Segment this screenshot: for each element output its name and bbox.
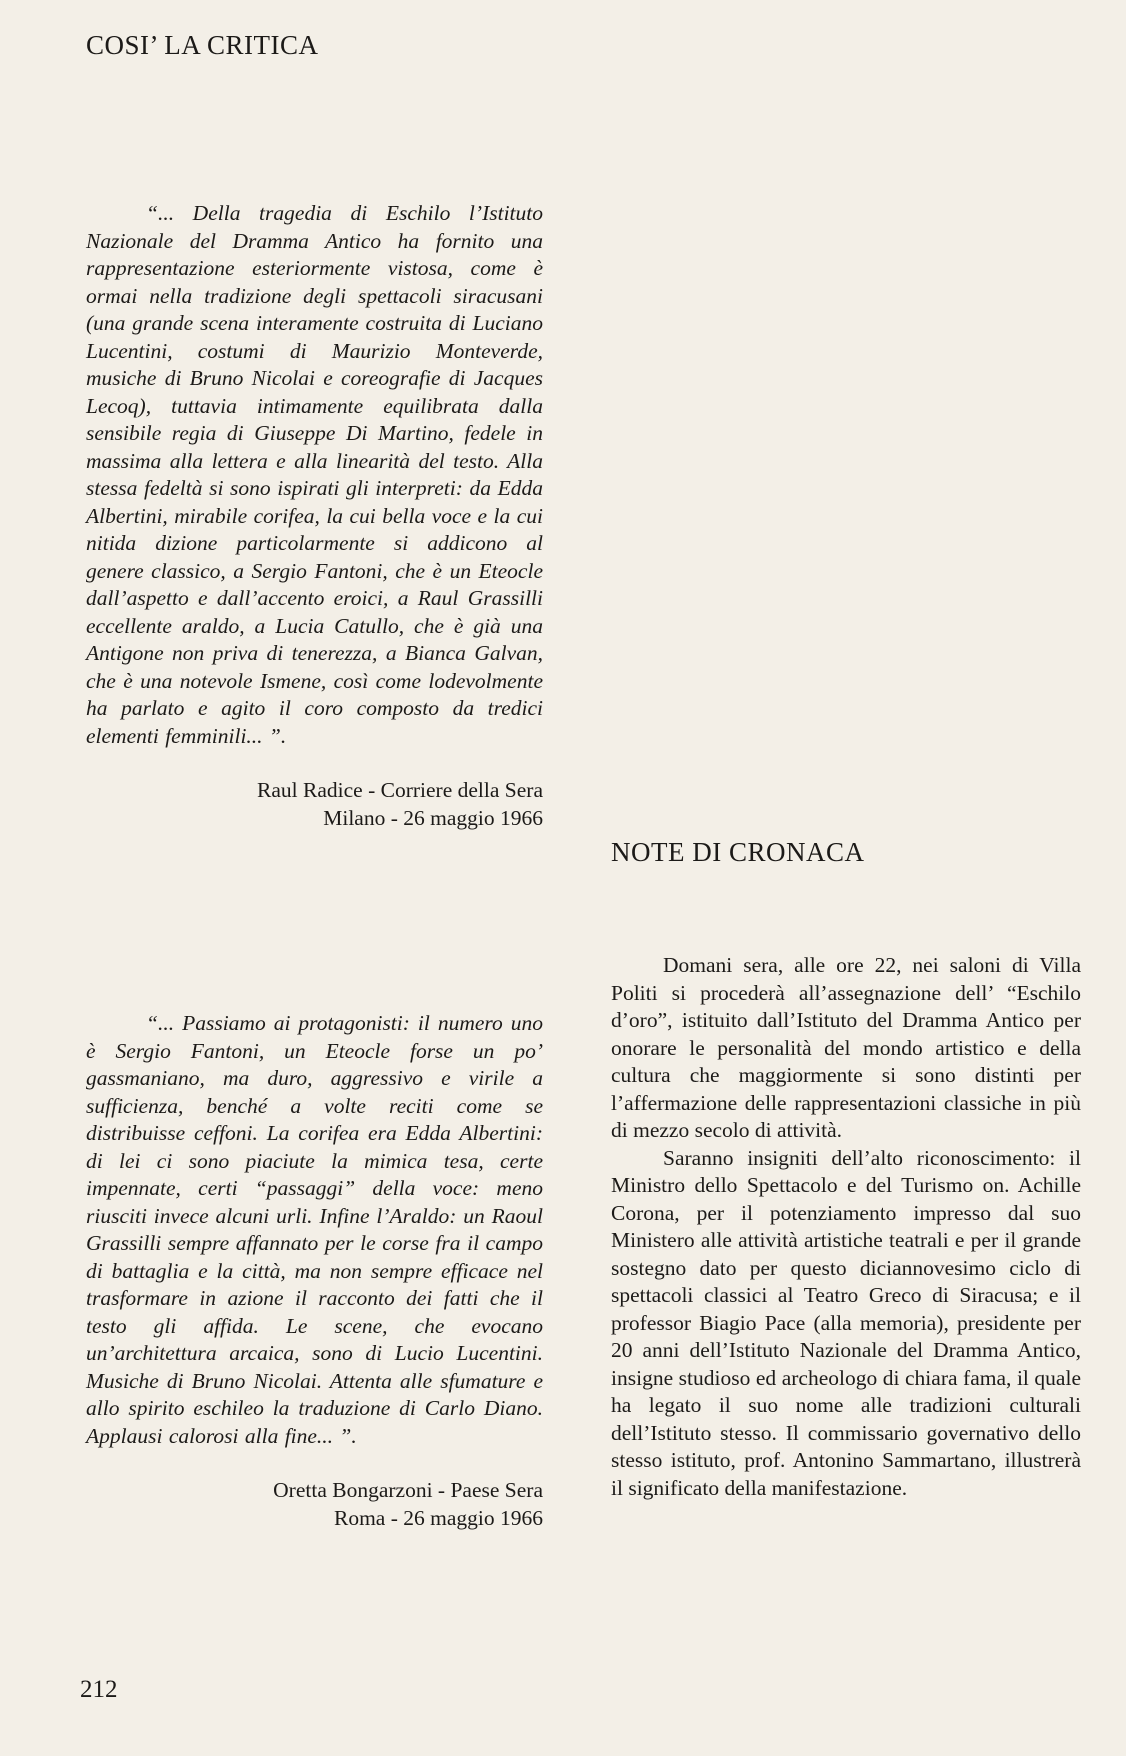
quote-block-1: [86, 200, 543, 832]
page-number: 212: [80, 1676, 118, 1703]
citation-author: Raul Radice - Corriere della Sera: [257, 778, 543, 802]
chronicle-text: [611, 952, 1081, 1502]
quote-text: “... Della tragedia di Eschilo l’Istituto Nazionale del Dramma Antico ha fornito una rappresentazione esteriormente vistosa, come è ormai nella tradizione degli spettacoli siracusani (una grande scena interamente costruita di Luciano Lucentini, costumi di Maurizio Monteverde, musiche di Bruno Nicolai e coreografie di Jacques Lecoq), tuttavia intimamente equilibrata dalla sensibile regia di Giuseppe Di Martino, fedele in massima alla lettera e alla linearità del testo. Alla stessa fedeltà si sono ispirati gli interpreti: da Edda Albertini, mirabile corifea, la cui bella voce e la cui nitida dizione particolarmente si addicono al genere classico, a Sergio Fantoni, che è un Eteocle dall’aspetto e dall’accento eroici, a Raul Grassilli eccellente araldo, a Lucia Catullo, che è già una Antigone non priva di tenerezza, a Bianca Galvan, che è una notevole Ismene, così come lodevolmente ha parlato e agito il coro composto da tredici elementi femminili... ”.: [86, 201, 543, 748]
section-title-cronaca: NOTE DI CRONACA: [611, 837, 865, 867]
citation-author: Oretta Bongarzoni - Paese Sera: [273, 1478, 543, 1502]
citation-place-date: Milano - 26 maggio 1966: [323, 806, 543, 830]
chronicle-paragraph: Saranno insigniti dell’alto riconoscimento: il Ministro dello Spettacolo e del Turismo on. Achille Corona, per il potenziamento impresso dal suo Ministero alle attività artistiche teatrali e per il grande sostegno dato per questo diciannovesimo ciclo di spettacoli classici al Teatro Greco di Siracusa; e il professor Biagio Pace (alla memoria), presidente per 20 anni dell’Istituto Nazionale del Dramma Antico, insigne studioso ed archeologo di chiara fama, il quale ha legato il suo nome alle tradizioni culturali dell’Istituto stesso. Il commissario governativo dello stesso istituto, prof. Antonino Sammartano, illustrerà il significato della manifestazione.: [611, 1145, 1081, 1500]
quote-citation: [86, 776, 543, 832]
section-title-critica: COSI’ LA CRITICA: [86, 30, 319, 60]
quote-text: “... Passiamo ai protagonisti: il numero uno è Sergio Fantoni, un Eteocle forse un po’ gassmaniano, ma duro, aggressivo e virile a sufficienza, benché a volte reciti come se distribuisse ceffoni. La corifea era Edda Albertini: di lei ci sono piaciute la mimica tesa, certe impennate, certi “passaggi” della voce: meno riusciti invece alcuni urli. Infine l’Araldo: un Raoul Grassilli sempre affannato per le corse fra il campo di battaglia e la città, ma non sempre efficace nel trasformare in azione il racconto dei fatti che il testo gli affida. Le scene, che evocano un’architettura arcaica, sono di Lucio Lucentini. Musiche di Bruno Nicolai. Attenta alle sfumature e allo spirito eschileo la traduzione di Carlo Diano. Applausi calorosi alla fine... ”.: [86, 1011, 543, 1448]
quote-block-2: [86, 1010, 543, 1532]
citation-place-date: Roma - 26 maggio 1966: [333, 1506, 543, 1530]
quote-citation: [86, 1476, 543, 1532]
chronicle-paragraph: Domani sera, alle ore 22, nei saloni di Villa Politi si procederà all’assegnazione dell’ “Eschilo d’oro”, istituito dall’Istituto del Dramma Antico per onorare le personalità del mondo artistico e della cultura che maggiormente si sono distinti per l’affermazione delle rappresentazioni classiche in più di mezzo secolo di attività.: [611, 953, 1081, 1142]
